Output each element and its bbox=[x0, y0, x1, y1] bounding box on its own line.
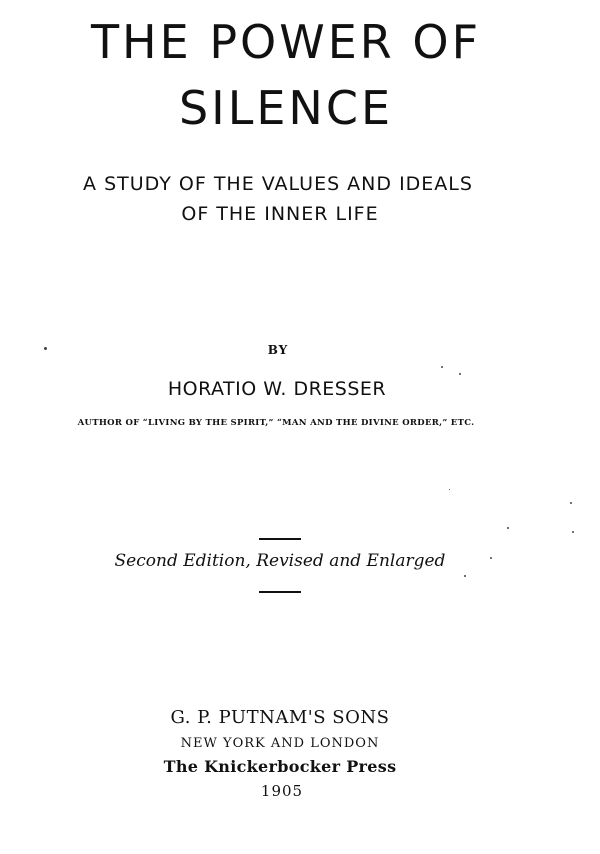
book-title-line-1: THE POWER OF bbox=[90, 15, 482, 69]
publisher-name: G. P. PUTNAM'S SONS bbox=[170, 707, 390, 728]
divider-rule-bottom bbox=[259, 591, 301, 593]
divider-rule-top bbox=[259, 538, 301, 540]
subtitle-line-2: OF THE INNER LIFE bbox=[181, 203, 379, 225]
scan-speck bbox=[570, 502, 572, 504]
scan-speck bbox=[44, 347, 47, 350]
scan-speck bbox=[449, 489, 450, 490]
book-title-line-2: SILENCE bbox=[178, 81, 394, 135]
author-name: HORATIO W. DRESSER bbox=[167, 378, 387, 400]
subtitle-line-1: A STUDY OF THE VALUES AND IDEALS bbox=[83, 173, 473, 195]
author-previous-works: AUTHOR OF “LIVING BY THE SPIRIT,” “MAN AND THE DIVINE ORDER,” ETC. bbox=[77, 418, 475, 428]
scan-speck bbox=[572, 531, 574, 533]
scan-speck bbox=[507, 527, 509, 529]
scan-speck bbox=[459, 373, 461, 375]
press-name: The Knickerbocker Press bbox=[163, 757, 397, 776]
by-label: BY bbox=[267, 343, 289, 357]
edition-statement: Second Edition, Revised and Enlarged bbox=[114, 551, 446, 571]
scan-speck bbox=[441, 366, 443, 368]
publisher-place: NEW YORK AND LONDON bbox=[180, 736, 380, 751]
publication-year: 1905 bbox=[260, 782, 304, 800]
scan-speck bbox=[464, 575, 466, 577]
scan-speck bbox=[490, 557, 492, 559]
